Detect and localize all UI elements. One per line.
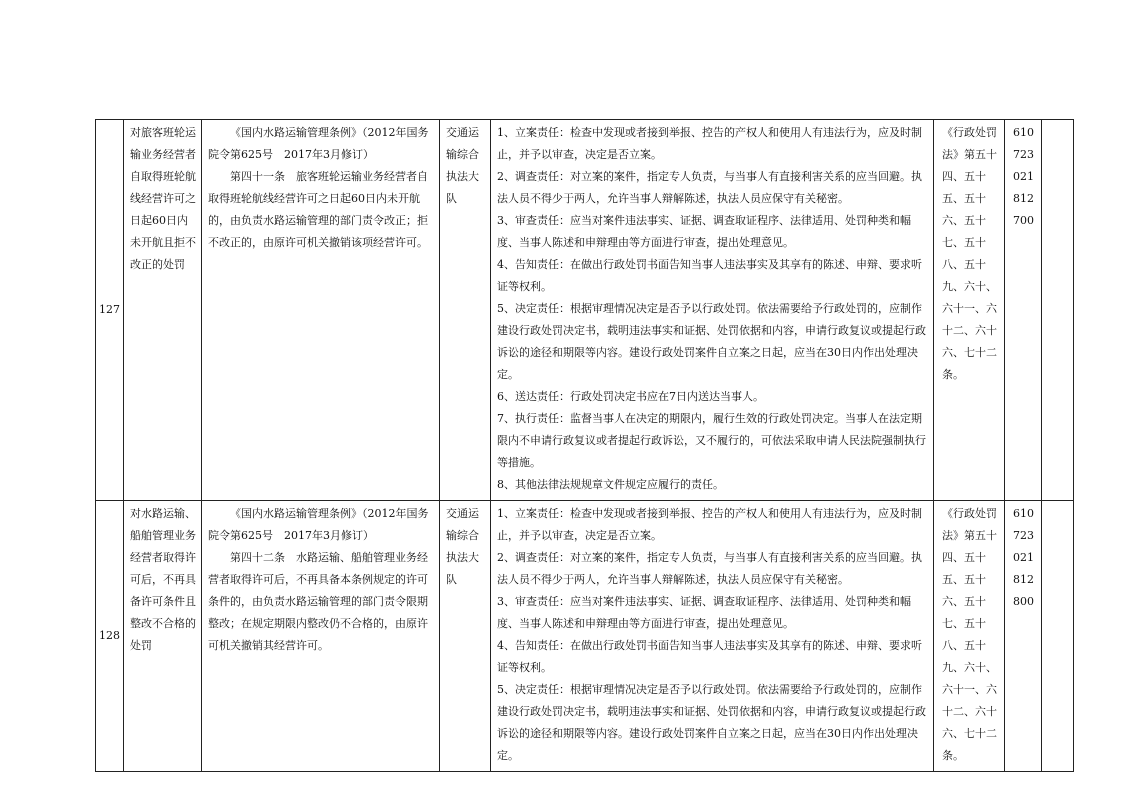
code-part: 021 bbox=[1013, 170, 1034, 183]
table-row bbox=[96, 501, 1074, 772]
legal-basis-title: 《国内水路运输管理条例》（2012年国务院令第625号 2017年3月修订） bbox=[208, 126, 429, 161]
item-name-cell bbox=[124, 120, 202, 501]
code-part: 723 bbox=[1013, 148, 1034, 161]
responsibility-item: 5、决定责任：根据审理情况决定是否予以行政处罚。依法需要给予行政处罚的，应制作建设行政处罚决定书，载明违法事实和证据、处罚依据和内容，申请行政复议或提起行政诉讼的途径和期限等内容。建设行政处罚案件自立案之日起，应当在30日内作出处理决定。 bbox=[497, 683, 926, 762]
responsibility-table bbox=[95, 119, 1074, 772]
code-cell bbox=[1005, 120, 1042, 501]
penalty-law: 《行政处罚法》第五十四、五十五、五十六、五十七、五十八、五十九、六十、六十一、六十二、六十六、七十二条。 bbox=[942, 507, 997, 762]
penalty-law: 《行政处罚法》第五十四、五十五、五十六、五十七、五十八、五十九、六十、六十一、六十二、六十六、七十二条。 bbox=[942, 126, 997, 381]
penalty-law-cell bbox=[934, 120, 1005, 501]
responsibility-cell bbox=[491, 501, 934, 772]
extra-cell bbox=[1042, 501, 1074, 772]
responsibility-item: 7、执行责任：监督当事人在决定的期限内，履行生效的行政处罚决定。当事人在法定期限内不申请行政复议或者提起行政诉讼，又不履行的，可依法采取申请人民法院强制执行等措施。 bbox=[497, 412, 926, 469]
penalty-law-cell bbox=[934, 501, 1005, 772]
legal-basis-article: 第四十二条 水路运输、船舶管理业务经营者取得许可后，不再具备本条例规定的许可条件的，由负责水路运输管理的部门责令限期整改；在规定期限内整改仍不合格的，由原许可机关撤销其经营许可。 bbox=[208, 551, 428, 652]
legal-basis-cell bbox=[202, 120, 440, 501]
code-part: 610 bbox=[1013, 507, 1034, 520]
responsibility-item: 1、立案责任：检查中发现或者接到举报、控告的产权人和使用人有违法行为，应及时制止，并予以审查，决定是否立案。 bbox=[497, 126, 922, 161]
responsibility-item: 2、调查责任：对立案的案件，指定专人负责，与当事人有直接利害关系的应当回避。执法人员不得少于两人，允许当事人辩解陈述，执法人员应保守有关秘密。 bbox=[497, 170, 922, 205]
item-number bbox=[96, 501, 124, 772]
item-name-cell bbox=[124, 501, 202, 772]
code-part: 700 bbox=[1013, 214, 1034, 227]
code-part: 021 bbox=[1013, 551, 1034, 564]
item-name: 对旅客班轮运输业务经营者自取得班轮航线经营许可之日起60日内未开航且拒不改正的处罚 bbox=[130, 126, 196, 271]
legal-basis-article: 第四十一条 旅客班轮运输业务经营者自取得班轮航线经营许可之日起60日内未开航的，由负责水路运输管理的部门责令改正；拒不改正的，由原许可机关撤销该项经营许可。 bbox=[208, 170, 428, 249]
department: 交通运输综合执法大队 bbox=[446, 126, 479, 205]
code-part: 812 bbox=[1013, 192, 1034, 205]
responsibility-item: 6、送达责任：行政处罚决定书应在7日内送达当事人。 bbox=[497, 390, 764, 403]
table-row bbox=[96, 120, 1074, 501]
responsibility-item: 1、立案责任：检查中发现或者接到举报、控告的产权人和使用人有违法行为，应及时制止，并予以审查，决定是否立案。 bbox=[497, 507, 922, 542]
responsibility-item: 8、其他法律法规规章文件规定应履行的责任。 bbox=[497, 478, 724, 491]
item-number-text: 128 bbox=[99, 629, 120, 642]
extra-cell bbox=[1042, 120, 1074, 501]
code-part: 723 bbox=[1013, 529, 1034, 542]
responsibility-item: 3、审查责任：应当对案件违法事实、证据、调查取证程序、法律适用、处罚种类和幅度、当事人陈述和申辩理由等方面进行审查，提出处理意见。 bbox=[497, 214, 911, 249]
legal-basis-title: 《国内水路运输管理条例》（2012年国务院令第625号 2017年3月修订） bbox=[208, 507, 429, 542]
responsibility-item: 5、决定责任：根据审理情况决定是否予以行政处罚。依法需要给予行政处罚的，应制作建设行政处罚决定书，载明违法事实和证据、处罚依据和内容，申请行政复议或提起行政诉讼的途径和期限等内容。建设行政处罚案件自立案之日起，应当在30日内作出处理决定。 bbox=[497, 302, 926, 381]
department-cell bbox=[440, 501, 491, 772]
legal-basis-cell bbox=[202, 501, 440, 772]
code-part: 610 bbox=[1013, 126, 1034, 139]
item-number bbox=[96, 120, 124, 501]
item-number-text: 127 bbox=[99, 303, 120, 316]
item-name: 对水路运输、船舶管理业务经营者取得许可后，不再具备许可条件且整改不合格的处罚 bbox=[130, 507, 196, 652]
code-part: 800 bbox=[1013, 595, 1034, 608]
responsibility-item: 4、告知责任：在做出行政处罚书面告知当事人违法事实及其享有的陈述、申辩、要求听证等权利。 bbox=[497, 258, 922, 293]
department-cell bbox=[440, 120, 491, 501]
responsibility-cell bbox=[491, 120, 934, 501]
code-cell bbox=[1005, 501, 1042, 772]
responsibility-item: 4、告知责任：在做出行政处罚书面告知当事人违法事实及其享有的陈述、申辩、要求听证等权利。 bbox=[497, 639, 922, 674]
department: 交通运输综合执法大队 bbox=[446, 507, 479, 586]
responsibility-item: 3、审查责任：应当对案件违法事实、证据、调查取证程序、法律适用、处罚种类和幅度、当事人陈述和申辩理由等方面进行审查，提出处理意见。 bbox=[497, 595, 911, 630]
responsibility-item: 2、调查责任：对立案的案件，指定专人负责，与当事人有直接利害关系的应当回避。执法人员不得少于两人，允许当事人辩解陈述，执法人员应保守有关秘密。 bbox=[497, 551, 922, 586]
code-part: 812 bbox=[1013, 573, 1034, 586]
